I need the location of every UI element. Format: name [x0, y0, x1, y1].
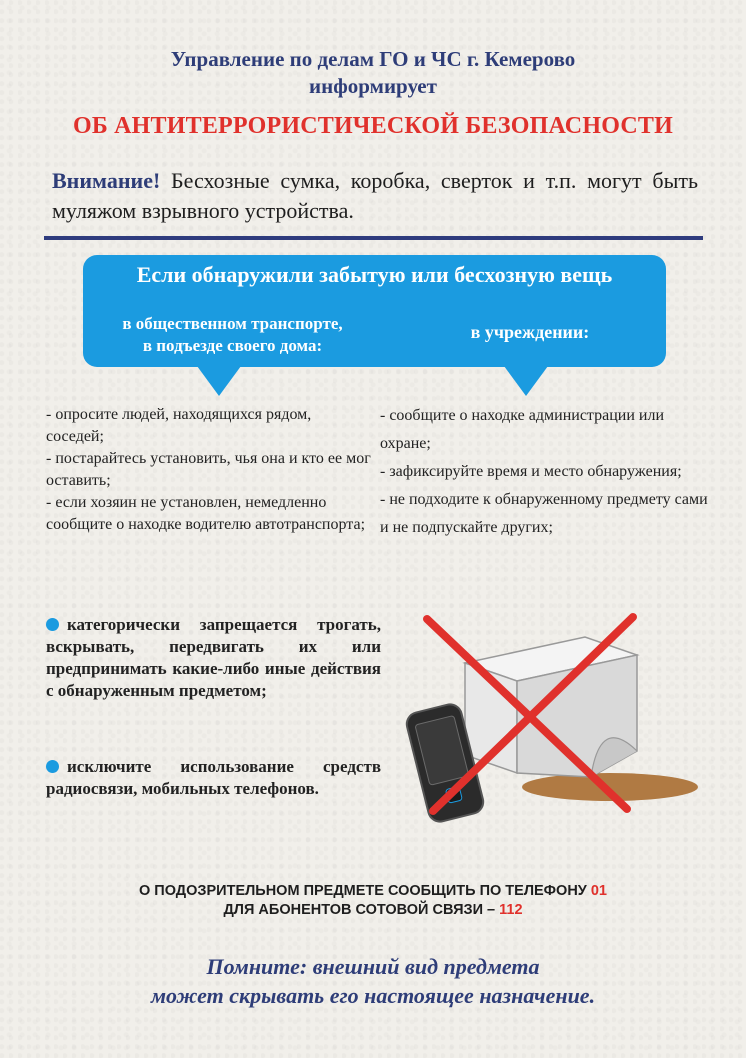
emergency-number: 01: [590, 883, 607, 899]
list-item: - опросите людей, находящихся рядом, соседей;: [46, 406, 312, 445]
list-item: - постарайтесь установить, чья она и кто ее мог оставить;: [46, 450, 371, 489]
info-box-right-heading: в учреждении:: [470, 322, 590, 342]
remember-line2: может скрывать его настоящее назначение.: [150, 983, 596, 1008]
illustration-box-phone-crossed: [405, 605, 705, 835]
info-box-left-line1: в общественном транспорте,: [122, 314, 343, 333]
header-line1: Управление по делам ГО и ЧС г. Кемерово: [170, 47, 576, 71]
header-line2: информирует: [309, 74, 437, 98]
warning-text: категорически запрещается трогать, вскрывать, передвигать их или предпринимать какие-либо иные действия с обнаруженным предметом;: [46, 615, 381, 700]
list-item: - зафиксируйте время и место обнаружения;: [380, 463, 682, 480]
contact-line1-text: О ПОДОЗРИТЕЛЬНОМ ПРЕДМЕТЕ СООБЩИТЬ ПО ТЕЛЕФОНУ: [138, 883, 587, 899]
right-instructions: [380, 402, 710, 542]
remember-line1: Помните: внешний вид предмета: [206, 954, 540, 979]
attention-paragraph: [52, 166, 698, 226]
contact-info: [0, 882, 746, 920]
info-box-left-heading: [90, 313, 375, 357]
arrow-down-right-icon: [504, 366, 548, 396]
header-organization: [0, 46, 746, 100]
warning-text: исключите использование средств радиосвязи, мобильных телефонов.: [46, 757, 381, 798]
list-item: - если хозяин не установлен, немедленно сообщите о находке водителю автотранспорта;: [46, 494, 366, 533]
left-instructions: [46, 404, 371, 536]
attention-text: Бесхозные сумка, коробка, сверток и т.п. могут быть муляжом взрывного устройства.: [52, 168, 699, 223]
warning-no-radio: [46, 756, 381, 800]
info-box-title: Если обнаружили забытую или бесхозную вещь: [136, 262, 613, 287]
mobile-emergency-number: 112: [499, 902, 523, 918]
page-title: ОБ АНТИТЕРРОРИСТИЧЕСКОЙ БЕЗОПАСНОСТИ: [73, 113, 673, 139]
attention-lead: Внимание!: [52, 168, 161, 193]
contact-line2: [0, 901, 746, 920]
remember-note: [0, 952, 746, 1010]
contact-line1: [0, 882, 746, 901]
contact-line2-text: ДЛЯ АБОНЕНТОВ СОТОВОЙ СВЯЗИ –: [223, 902, 496, 918]
warning-do-not-touch: [46, 614, 381, 702]
bullet-icon: [46, 760, 59, 773]
divider: [44, 236, 703, 240]
bullet-icon: [46, 618, 59, 631]
list-item: - не подходите к обнаруженному предмету сами и не подпускайте других;: [380, 491, 708, 536]
arrow-down-left-icon: [197, 366, 241, 396]
info-box-left-line2: в подъезде своего дома:: [142, 336, 323, 355]
list-item: - сообщите о находке администрации или охране;: [380, 407, 664, 452]
